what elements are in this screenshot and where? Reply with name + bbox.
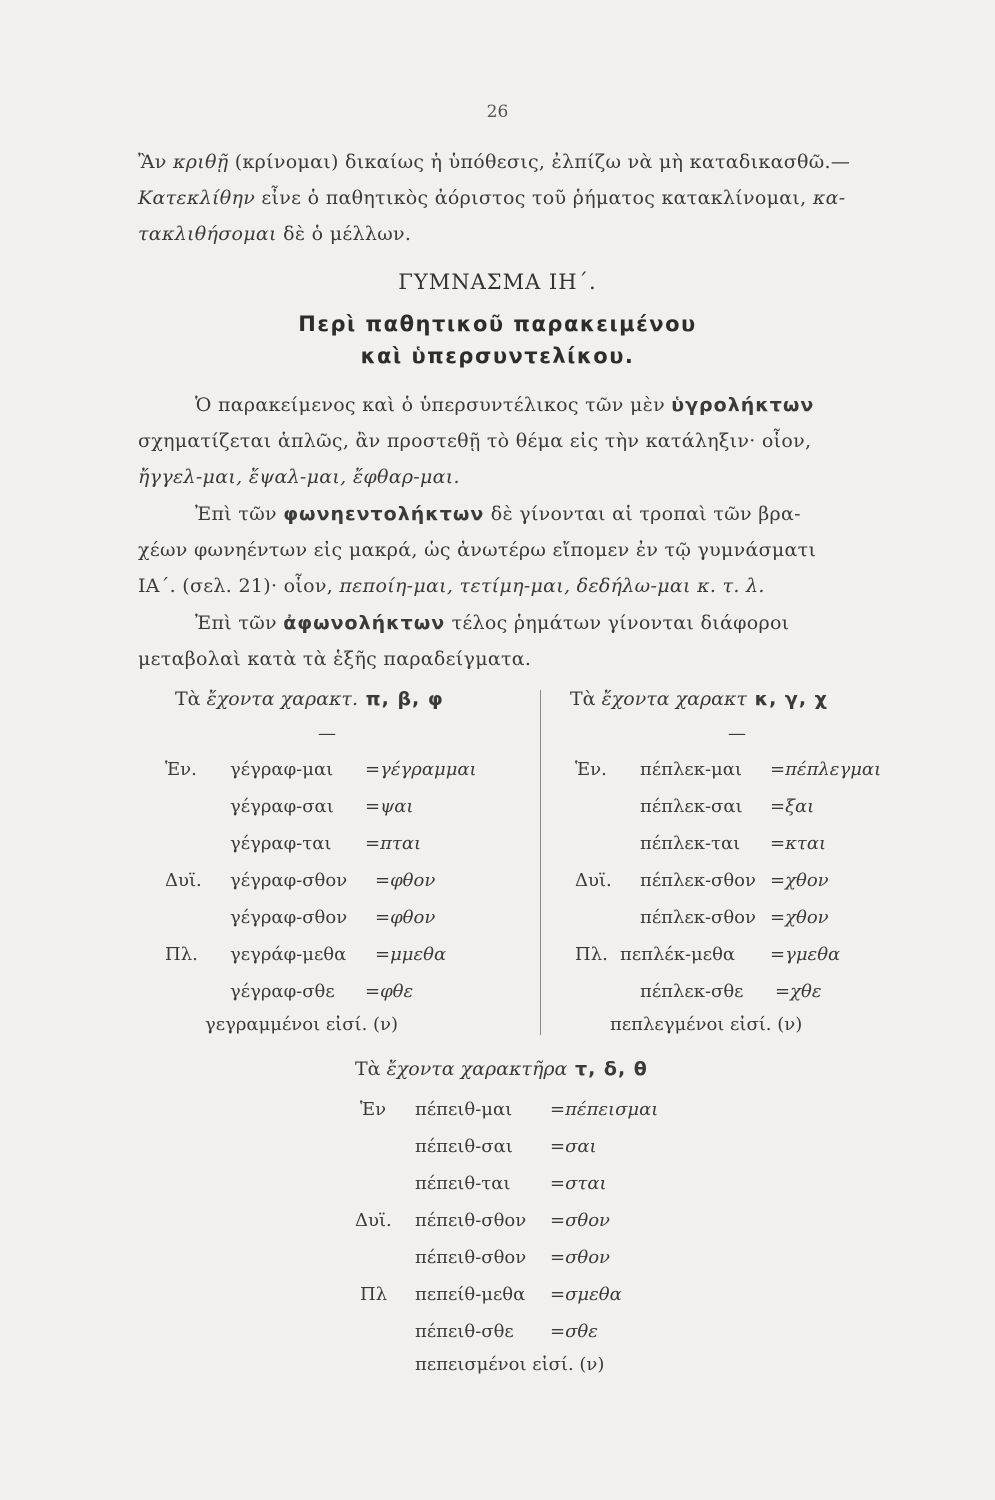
para3-line-2: μεταβολαὶ κατὰ τὰ ἑξῆς παραδείγματα. [138,648,532,670]
left-table-last: γεγραμμένοι εἰσί. (ν) [205,1014,399,1035]
column-divider [540,690,541,1035]
right-table-dash: — [728,723,746,744]
para2-line-1: Ἐπὶ τῶν φωνηεντολήκτων δὲ γίνονται αἱ τροπαὶ τῶν βρα- [195,503,801,525]
right-table-heading: Τὰ ἔχοντα χαρακτ κ, γ, χ [570,688,828,710]
intro-line-3: τακλιθήσομαι δὲ ὁ μέλλων. [138,223,412,245]
right-table-last: πεπλεγμένοι εἰσί. (ν) [610,1014,803,1035]
section-subtitle-2: καὶ ὑπερσυντελίκου. [360,344,635,368]
left-table-dash: — [318,723,336,744]
intro-line-2: Κατεκλίθην εἶνε ὁ παθητικὸς ἀόριστος τοῦ ῥήματος κατακλίνομαι, κα- [138,187,846,209]
para1-line-1: Ὁ παρακείμενος καὶ ὁ ὑπερσυντέλικος τῶν μὲν ὑγρολήκτων [195,394,815,416]
section-subtitle-1: Περὶ παθητικοῦ παρακειμένου [298,312,697,336]
bottom-table-heading: Τὰ ἔχοντα χαρακτῆρα τ, δ, θ [355,1058,648,1080]
page-number: 26 [486,102,509,122]
intro-line-1: Ἂν κριθῇ (κρίνομαι) δικαίως ἡ ὑπόθεσις, ἐλπίζω νὰ μὴ καταδικασθῶ.— [138,151,851,173]
para1-line-3: ἤγγελ-μαι, ἔψαλ-μαι, ἔφθαρ-μαι. [138,466,460,488]
bottom-table-last: πεπεισμένοι εἰσί. (ν) [415,1354,605,1375]
exercise-title: ΓΥΜΝΑΣΜΑ ΙΗ΄. [398,270,597,294]
para1-line-2: σχηματίζεται ἁπλῶς, ἂν προστεθῇ τὸ θέμα εἰς τὴν κατάληξιν· οἷον, [138,430,812,452]
left-table-heading: Τὰ ἔχοντα χαρακτ. π, β, φ [175,688,444,710]
para2-line-3: ΙΑ΄. (σελ. 21)· οἷον, πεποίη-μαι, τετίμη-μαι, δεδήλω-μαι κ. τ. λ. [138,575,765,597]
para2-line-2: χέων φωνηέντων εἰς μακρά, ὡς ἀνωτέρω εἴπομεν ἐν τῷ γυμνάσματι [138,539,817,561]
para3-line-1: Ἐπὶ τῶν ἀφωνολήκτων τέλος ῥημάτων γίνονται διάφοροι [195,612,790,634]
